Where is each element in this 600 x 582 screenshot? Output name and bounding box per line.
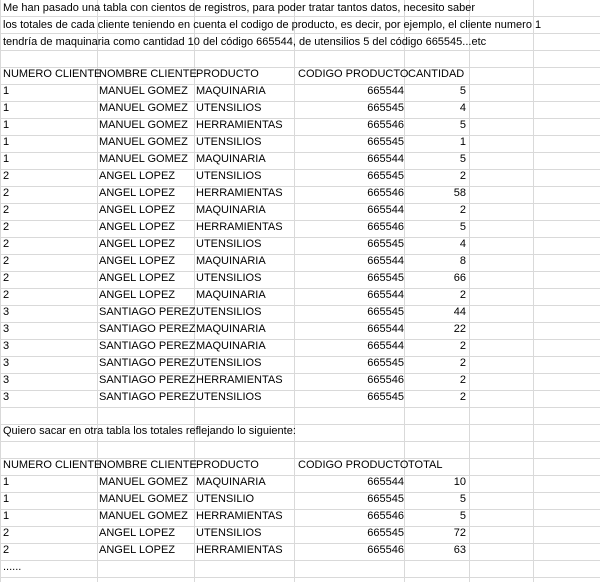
table-row xyxy=(0,474,600,491)
cell-product[interactable]: MAQUINARIA xyxy=(196,153,266,165)
table-row xyxy=(0,151,600,168)
header-client-number[interactable]: NUMERO CLIENTE xyxy=(3,459,102,471)
table-row xyxy=(0,491,600,508)
cell-product-code[interactable]: 665544 xyxy=(367,289,404,301)
cell-product[interactable]: HERRAMIENTAS xyxy=(196,221,283,233)
cell-product-code[interactable]: 665545 xyxy=(367,238,404,250)
cell-client-number[interactable]: 2 xyxy=(3,255,10,267)
cell-quantity[interactable]: 2 xyxy=(459,340,466,352)
cell-client-number[interactable]: 1 xyxy=(3,102,10,114)
cell-quantity[interactable]: 2 xyxy=(459,357,466,369)
header-product-code[interactable]: CODIGO PRODUCTO xyxy=(298,459,409,471)
table-row xyxy=(0,525,600,542)
cell-quantity[interactable]: 63 xyxy=(453,544,466,556)
table-row xyxy=(0,83,600,100)
cell-product-code[interactable]: 665545 xyxy=(367,306,404,318)
cell-quantity[interactable]: 10 xyxy=(453,476,466,488)
cell-product-code[interactable]: 665544 xyxy=(367,340,404,352)
cell-client-name[interactable]: MANUEL GOMEZ xyxy=(99,136,188,148)
cell-product[interactable]: UTENSILIOS xyxy=(196,272,262,284)
cell-product-code[interactable]: 665546 xyxy=(367,119,404,131)
intro-line[interactable]: tendría de maquinaria como cantidad 10 del código 665544, de utensilios 5 del código 665545...etc xyxy=(3,36,487,48)
header-product-code[interactable]: CODIGO PRODUCTO xyxy=(298,68,409,80)
cell-client-name[interactable]: MANUEL GOMEZ xyxy=(99,85,188,97)
cell-client-number[interactable]: 2 xyxy=(3,544,10,556)
header-client-name[interactable]: NOMBRE CLIENTE xyxy=(99,68,197,80)
table-row xyxy=(0,270,600,287)
cell-client-number[interactable]: 2 xyxy=(3,221,10,233)
cell-quantity[interactable]: 66 xyxy=(453,272,466,284)
cell-product-code[interactable]: 665545 xyxy=(367,493,404,505)
cell-quantity[interactable]: 72 xyxy=(453,527,466,539)
cell-product[interactable]: MAQUINARIA xyxy=(196,289,266,301)
cell-client-name[interactable]: ANGEL LOPEZ xyxy=(99,527,176,539)
header-client-number[interactable]: NUMERO CLIENTE xyxy=(3,68,102,80)
cell-client-number[interactable]: 1 xyxy=(3,153,10,165)
cell-client-number[interactable]: 2 xyxy=(3,204,10,216)
cell-quantity[interactable]: 1 xyxy=(459,136,466,148)
cell-quantity[interactable]: 22 xyxy=(453,323,466,335)
header-row xyxy=(0,66,600,83)
table-row xyxy=(0,287,600,304)
cell-product[interactable]: UTENSILIOS xyxy=(196,357,262,369)
cell-product-code[interactable]: 665545 xyxy=(367,357,404,369)
cell-quantity[interactable]: 58 xyxy=(453,187,466,199)
table-row xyxy=(0,134,600,151)
table-row xyxy=(0,117,600,134)
cell-client-name[interactable]: ANGEL LOPEZ xyxy=(99,170,176,182)
cell-product-code[interactable]: 665544 xyxy=(367,255,404,267)
cell-product[interactable]: UTENSILIOS xyxy=(196,527,262,539)
cell-client-number[interactable]: 3 xyxy=(3,340,10,352)
table-row xyxy=(0,304,600,321)
cell-product[interactable]: UTENSILIOS xyxy=(196,391,262,403)
table-row xyxy=(0,321,600,338)
cell-client-number[interactable]: 2 xyxy=(3,238,10,250)
cell-product[interactable]: HERRAMIENTAS xyxy=(196,374,283,386)
cell-client-name[interactable]: MANUEL GOMEZ xyxy=(99,153,188,165)
cell-quantity[interactable]: 2 xyxy=(459,374,466,386)
cell-product-code[interactable]: 665545 xyxy=(367,527,404,539)
cell-product-code[interactable]: 665545 xyxy=(367,170,404,182)
cell-product[interactable]: MAQUINARIA xyxy=(196,255,266,267)
table-row xyxy=(0,338,600,355)
table-row xyxy=(0,100,600,117)
cell-client-number[interactable]: 2 xyxy=(3,187,10,199)
header-client-name[interactable]: NOMBRE CLIENTE xyxy=(99,459,197,471)
cell-client-number[interactable]: 1 xyxy=(3,493,10,505)
cell-product-code[interactable]: 665546 xyxy=(367,544,404,556)
cell-client-name[interactable]: ANGEL LOPEZ xyxy=(99,187,176,199)
cell-quantity[interactable]: 4 xyxy=(459,238,466,250)
cell-client-number[interactable]: 2 xyxy=(3,527,10,539)
cell-client-number[interactable]: 2 xyxy=(3,170,10,182)
cell-product[interactable]: UTENSILIO xyxy=(196,493,255,505)
cell-client-name[interactable]: SANTIAGO PEREZ xyxy=(99,306,196,318)
table-row xyxy=(0,202,600,219)
table-row xyxy=(0,542,600,559)
cell-client-number[interactable]: 1 xyxy=(3,476,10,488)
table-row xyxy=(0,253,600,270)
cell-product-code[interactable]: 665544 xyxy=(367,476,404,488)
header-quantity[interactable]: TOTAL xyxy=(408,459,443,471)
cell-product-code[interactable]: 665545 xyxy=(367,391,404,403)
cell-product-code[interactable]: 665545 xyxy=(367,102,404,114)
cell-client-number[interactable]: 1 xyxy=(3,85,10,97)
cell-product-code[interactable]: 665546 xyxy=(367,187,404,199)
header-row xyxy=(0,457,600,474)
cell-client-number[interactable]: 3 xyxy=(3,306,10,318)
cell-product[interactable]: HERRAMIENTAS xyxy=(196,187,283,199)
cell-client-name[interactable]: SANTIAGO PEREZ xyxy=(99,374,196,386)
cell-client-name[interactable]: ANGEL LOPEZ xyxy=(99,221,176,233)
cell-client-number[interactable]: 1 xyxy=(3,119,10,131)
cell-quantity[interactable]: 5 xyxy=(459,510,466,522)
cell-quantity[interactable]: 4 xyxy=(459,102,466,114)
header-quantity[interactable]: CANTIDAD xyxy=(408,68,465,80)
cell-client-name[interactable]: ANGEL LOPEZ xyxy=(99,272,176,284)
cell-client-name[interactable]: MANUEL GOMEZ xyxy=(99,493,188,505)
table-row xyxy=(0,372,600,389)
cell-quantity[interactable]: 5 xyxy=(459,221,466,233)
cell-quantity[interactable]: 2 xyxy=(459,204,466,216)
cell-product-code[interactable]: 665544 xyxy=(367,323,404,335)
cell-product-code[interactable]: 665544 xyxy=(367,204,404,216)
cell-quantity[interactable]: 8 xyxy=(459,255,466,267)
cell-client-number[interactable]: 2 xyxy=(3,272,10,284)
cell-client-name[interactable]: MANUEL GOMEZ xyxy=(99,510,188,522)
cell-product-code[interactable]: 665546 xyxy=(367,510,404,522)
cell-client-number[interactable]: 3 xyxy=(3,357,10,369)
cell-product[interactable]: HERRAMIENTAS xyxy=(196,510,283,522)
cell-client-name[interactable]: ANGEL LOPEZ xyxy=(99,204,176,216)
cell-product[interactable]: MAQUINARIA xyxy=(196,323,266,335)
cell-client-name[interactable]: SANTIAGO PEREZ xyxy=(99,323,196,335)
cell-quantity[interactable]: 5 xyxy=(459,119,466,131)
cell-client-name[interactable]: MANUEL GOMEZ xyxy=(99,119,188,131)
cell-client-name[interactable]: SANTIAGO PEREZ xyxy=(99,340,196,352)
cell-client-name[interactable]: ANGEL LOPEZ xyxy=(99,238,176,250)
table-row xyxy=(0,219,600,236)
cell-product-code[interactable]: 665545 xyxy=(367,136,404,148)
table-row xyxy=(0,168,600,185)
cell-product[interactable]: HERRAMIENTAS xyxy=(196,544,283,556)
table-row xyxy=(0,508,600,525)
cell-client-number[interactable]: 3 xyxy=(3,374,10,386)
intro-line[interactable]: los totales de cada cliente teniendo en cuenta el codigo de producto, es decir, por ejemplo, el cliente numero 1 xyxy=(3,19,542,31)
cell-product[interactable]: MAQUINARIA xyxy=(196,476,266,488)
cell-client-name[interactable]: SANTIAGO PEREZ xyxy=(99,391,196,403)
cell-product-code[interactable]: 665546 xyxy=(367,221,404,233)
cell-product[interactable]: UTENSILIOS xyxy=(196,238,262,250)
cell-quantity[interactable]: 44 xyxy=(453,306,466,318)
ellipsis-cell[interactable]: ...... xyxy=(3,561,22,573)
intro-line[interactable]: Me han pasado una tabla con cientos de registros, para poder tratar tantos datos, necesito saber xyxy=(3,2,476,14)
cell-product[interactable]: MAQUINARIA xyxy=(196,204,266,216)
table-row xyxy=(0,389,600,406)
cell-client-number[interactable]: 2 xyxy=(3,289,10,301)
cell-product[interactable]: UTENSILIOS xyxy=(196,136,262,148)
cell-product-code[interactable]: 665544 xyxy=(367,85,404,97)
cell-product-code[interactable]: 665546 xyxy=(367,374,404,386)
cell-client-number[interactable]: 1 xyxy=(3,136,10,148)
cell-product[interactable]: UTENSILIOS xyxy=(196,170,262,182)
cell-client-number[interactable]: 3 xyxy=(3,323,10,335)
cell-quantity[interactable]: 5 xyxy=(459,153,466,165)
header-product[interactable]: PRODUCTO xyxy=(196,68,259,80)
table-row xyxy=(0,355,600,372)
cell-product[interactable]: MAQUINARIA xyxy=(196,340,266,352)
cell-client-name[interactable]: MANUEL GOMEZ xyxy=(99,476,188,488)
cell-quantity[interactable]: 2 xyxy=(459,391,466,403)
cell-product[interactable]: HERRAMIENTAS xyxy=(196,119,283,131)
cell-product[interactable]: MAQUINARIA xyxy=(196,85,266,97)
cell-product-code[interactable]: 665544 xyxy=(367,153,404,165)
header-product[interactable]: PRODUCTO xyxy=(196,459,259,471)
table-row xyxy=(0,185,600,202)
cell-client-name[interactable]: ANGEL LOPEZ xyxy=(99,289,176,301)
cell-client-number[interactable]: 1 xyxy=(3,510,10,522)
cell-client-name[interactable]: ANGEL LOPEZ xyxy=(99,544,176,556)
cell-client-number[interactable]: 3 xyxy=(3,391,10,403)
cell-quantity[interactable]: 2 xyxy=(459,170,466,182)
cell-client-name[interactable]: SANTIAGO PEREZ xyxy=(99,357,196,369)
cell-quantity[interactable]: 5 xyxy=(459,85,466,97)
cell-quantity[interactable]: 5 xyxy=(459,493,466,505)
cell-product[interactable]: UTENSILIOS xyxy=(196,102,262,114)
instruction-line[interactable]: Quiero sacar en otra tabla los totales reflejando lo siguiente: xyxy=(3,425,296,437)
cell-quantity[interactable]: 2 xyxy=(459,289,466,301)
cell-client-name[interactable]: MANUEL GOMEZ xyxy=(99,102,188,114)
cell-product-code[interactable]: 665545 xyxy=(367,272,404,284)
cell-product[interactable]: UTENSILIOS xyxy=(196,306,262,318)
cell-client-name[interactable]: ANGEL LOPEZ xyxy=(99,255,176,267)
table-row xyxy=(0,236,600,253)
